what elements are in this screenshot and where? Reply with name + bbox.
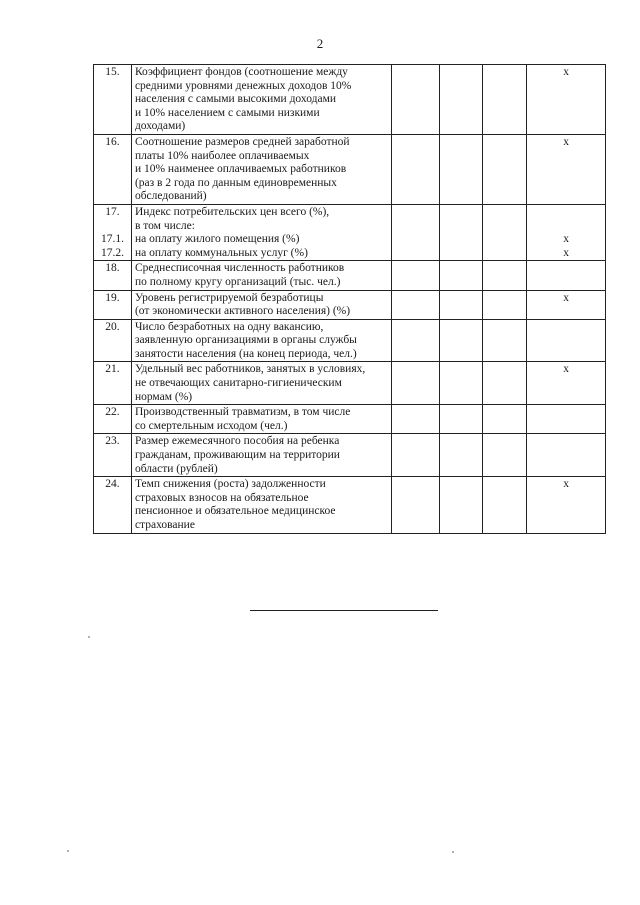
value-cell-a (391, 261, 439, 290)
value-cell-c (483, 65, 527, 135)
mark-cell-line (530, 435, 602, 449)
mark-cell-line (530, 206, 602, 220)
mark-cell (527, 65, 606, 135)
value-cell-a (391, 290, 439, 319)
value-cell-a (391, 405, 439, 434)
row-number (94, 434, 132, 477)
indicator-name-line: Темп снижения (роста) задолженности (134, 478, 326, 491)
mark-cell (527, 290, 606, 319)
mark-cell (527, 319, 606, 362)
row-number (94, 405, 132, 434)
value-cell-a (391, 362, 439, 405)
indicator-name (131, 362, 391, 405)
row-number-line: 22. (105, 406, 120, 419)
mark-cell (527, 204, 606, 260)
mark-cell-line: х (563, 66, 569, 78)
indicator-name-line: занятости населения (на конец периода, чел.) (134, 347, 357, 360)
scan-speck (88, 636, 90, 638)
indicator-name-line: и 10% населением с самыми низкими (134, 106, 320, 119)
scan-speck (452, 851, 454, 853)
mark-cell-line (530, 220, 602, 234)
table-row (94, 319, 606, 362)
value-cell-c (483, 319, 527, 362)
value-cell-a (391, 434, 439, 477)
mark-cell-line: х (563, 233, 569, 246)
row-number-line: 16. (105, 135, 120, 148)
indicator-name-line: страхование (134, 519, 195, 531)
mark-cell (527, 405, 606, 434)
value-cell-c (483, 290, 527, 319)
mark-cell-line (530, 321, 602, 335)
row-number-line: 17.2. (100, 246, 124, 259)
indicator-name-line: и 10% наименее оплачиваемых работников (134, 163, 347, 176)
indicator-name (131, 261, 391, 290)
row-number (94, 362, 132, 405)
indicator-name-line: по полному кругу организаций (тыс. чел.) (134, 275, 341, 288)
row-number-line: 20. (105, 320, 120, 333)
indicator-name-line: пенсионное и обязательное медицинское (134, 505, 336, 518)
row-number (94, 204, 132, 260)
indicator-name-line: доходами) (134, 120, 186, 133)
scan-speck (67, 850, 69, 852)
indicator-name-line: Производственный травматизм, в том числе (134, 406, 351, 419)
indicator-name-line: средними уровнями денежных доходов 10% (134, 79, 352, 92)
indicator-name (131, 290, 391, 319)
mark-cell-line (530, 262, 602, 276)
indicator-name-line: (раз в 2 года по данным единовременных (134, 176, 337, 189)
indicator-name (131, 204, 391, 260)
row-number-line: 17. (105, 205, 120, 218)
value-cell-b (439, 261, 483, 290)
row-number (94, 477, 132, 533)
value-cell-c (483, 204, 527, 260)
table-row (94, 477, 606, 533)
indicators-table (93, 64, 606, 534)
row-number-line: 24. (105, 478, 120, 491)
mark-cell (527, 261, 606, 290)
row-number (94, 65, 132, 135)
indicator-name-line: на оплату жилого помещения (%) (134, 233, 300, 246)
indicator-name (131, 434, 391, 477)
indicator-name-line: Коэффициент фондов (соотношение между (134, 66, 348, 78)
indicator-name-line: на оплату коммунальных услуг (%) (134, 246, 308, 259)
indicator-name-line: нормам (%) (134, 390, 193, 403)
indicator-name (131, 477, 391, 533)
table-row (94, 290, 606, 319)
value-cell-c (483, 477, 527, 533)
indicator-name-line: Число безработных на одну вакансию, (134, 320, 324, 333)
row-number (94, 134, 132, 204)
mark-cell-line: х (563, 478, 569, 491)
indicator-name-line: Индекс потребительских цен всего (%), (134, 205, 330, 218)
row-number (94, 319, 132, 362)
indicator-name-line: со смертельным исходом (чел.) (134, 419, 288, 432)
row-number-line: 21. (105, 363, 120, 376)
table-row (94, 65, 606, 135)
table-row (94, 204, 606, 260)
row-number (94, 261, 132, 290)
indicator-name (131, 319, 391, 362)
row-number-line (97, 220, 128, 234)
indicator-name (131, 405, 391, 434)
indicator-name-line: гражданам, проживающим на территории (134, 449, 340, 462)
value-cell-c (483, 405, 527, 434)
indicator-name-line: Удельный вес работников, занятых в условиях, (134, 363, 366, 376)
table-row (94, 434, 606, 477)
value-cell-c (483, 434, 527, 477)
value-cell-c (483, 134, 527, 204)
row-number (94, 290, 132, 319)
indicator-name-line: Размер ежемесячного пособия на ребенка (134, 435, 340, 448)
separator-line (250, 610, 438, 611)
value-cell-c (483, 261, 527, 290)
table-row (94, 362, 606, 405)
page-number: 2 (316, 36, 324, 51)
indicator-name-line: не отвечающих санитарно-гигиеническим (134, 377, 342, 390)
value-cell-b (439, 319, 483, 362)
value-cell-a (391, 477, 439, 533)
mark-cell (527, 477, 606, 533)
indicator-name-line: в том числе: (134, 219, 195, 232)
indicator-name-line: обследований) (134, 190, 207, 203)
mark-cell-line (530, 406, 602, 420)
value-cell-c (483, 362, 527, 405)
indicator-name-line: Среднесписочная численность работников (134, 262, 345, 275)
table-row (94, 405, 606, 434)
mark-cell-line: х (563, 246, 569, 259)
value-cell-b (439, 290, 483, 319)
indicator-name-line: Соотношение размеров средней заработной (134, 135, 350, 148)
value-cell-b (439, 204, 483, 260)
value-cell-a (391, 134, 439, 204)
value-cell-a (391, 204, 439, 260)
row-number-line: 23. (105, 435, 120, 448)
indicator-name-line: (от экономически активного населения) (%) (134, 305, 351, 318)
mark-cell (527, 434, 606, 477)
mark-cell (527, 362, 606, 405)
indicator-name-line: платы 10% наиболее оплачиваемых (134, 149, 310, 162)
indicator-name-line: области (рублей) (134, 462, 218, 475)
value-cell-a (391, 65, 439, 135)
value-cell-b (439, 134, 483, 204)
value-cell-b (439, 362, 483, 405)
mark-cell-line: х (563, 363, 569, 376)
indicator-name-line: населения с самыми высокими доходами (134, 93, 337, 106)
value-cell-b (439, 65, 483, 135)
table-row (94, 134, 606, 204)
indicator-name-line: Уровень регистрируемой безработицы (134, 291, 324, 304)
row-number-line: 19. (105, 291, 120, 304)
indicator-name (131, 134, 391, 204)
row-number-line: 17.1. (100, 233, 124, 246)
indicator-name-line: заявленную организациями в органы службы (134, 334, 357, 347)
mark-cell-line: х (563, 135, 569, 148)
value-cell-a (391, 319, 439, 362)
indicator-name (131, 65, 391, 135)
table-row (94, 261, 606, 290)
value-cell-b (439, 434, 483, 477)
mark-cell (527, 134, 606, 204)
value-cell-b (439, 405, 483, 434)
mark-cell-line: х (563, 291, 569, 304)
row-number-line: 15. (105, 66, 120, 78)
value-cell-b (439, 477, 483, 533)
indicator-name-line: страховых взносов на обязательное (134, 491, 309, 504)
row-number-line: 18. (105, 262, 120, 275)
